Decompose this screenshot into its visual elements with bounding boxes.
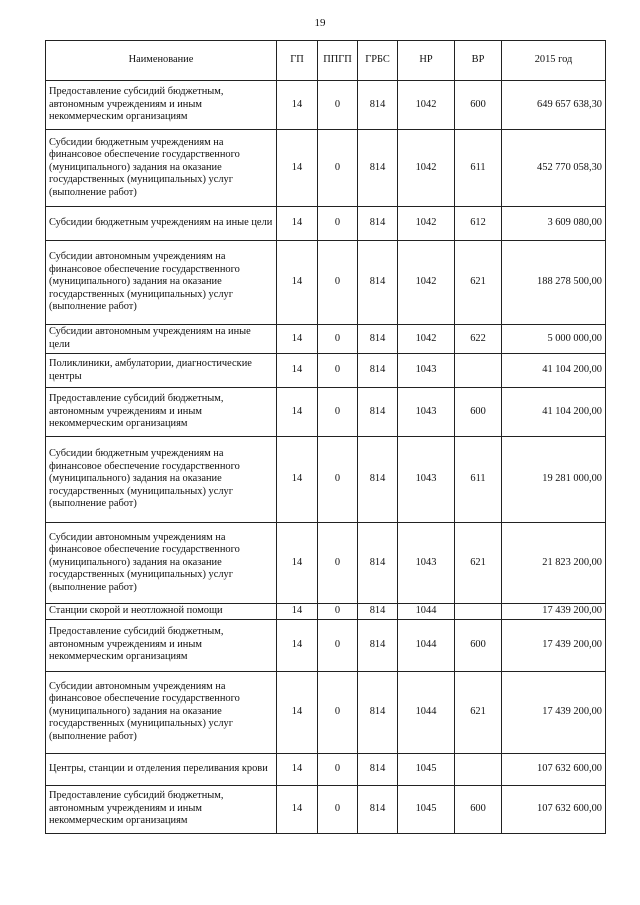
col-header-grbs: ГРБС xyxy=(358,41,398,81)
cell-vr: 621 xyxy=(455,241,502,325)
cell-nr: 1044 xyxy=(398,604,455,620)
cell-grbs: 814 xyxy=(358,388,398,437)
cell-amount: 17 439 200,00 xyxy=(502,671,606,753)
cell-grbs: 814 xyxy=(358,437,398,523)
table-row xyxy=(46,388,606,437)
cell-gp: 14 xyxy=(277,523,318,604)
table-row xyxy=(46,325,606,354)
cell-ppgp: 0 xyxy=(318,354,358,388)
cell-grbs: 814 xyxy=(358,753,398,785)
cell-amount: 5 000 000,00 xyxy=(502,325,606,354)
cell-nr: 1042 xyxy=(398,207,455,241)
cell-ppgp: 0 xyxy=(318,604,358,620)
cell-grbs: 814 xyxy=(358,325,398,354)
col-header-year: 2015 год xyxy=(502,41,606,81)
cell-grbs: 814 xyxy=(358,604,398,620)
cell-gp: 14 xyxy=(277,785,318,833)
cell-name: Центры, станции и отделения переливания крови xyxy=(46,753,277,785)
cell-grbs: 814 xyxy=(358,130,398,207)
cell-nr: 1044 xyxy=(398,619,455,671)
cell-gp: 14 xyxy=(277,325,318,354)
table-row xyxy=(46,81,606,130)
cell-grbs: 814 xyxy=(358,523,398,604)
cell-grbs: 814 xyxy=(358,81,398,130)
cell-grbs: 814 xyxy=(358,671,398,753)
cell-amount: 17 439 200,00 xyxy=(502,604,606,620)
table-row xyxy=(46,241,606,325)
cell-name: Предоставление субсидий бюджетным, автономным учреждениям и иным некоммерческим организациям xyxy=(46,785,277,833)
table-row xyxy=(46,604,606,620)
cell-vr: 611 xyxy=(455,130,502,207)
cell-amount: 41 104 200,00 xyxy=(502,388,606,437)
cell-nr: 1042 xyxy=(398,81,455,130)
col-header-name: Наименование xyxy=(46,41,277,81)
cell-ppgp: 0 xyxy=(318,241,358,325)
cell-name: Предоставление субсидий бюджетным, автономным учреждениям и иным некоммерческим организациям xyxy=(46,81,277,130)
cell-vr: 621 xyxy=(455,671,502,753)
cell-grbs: 814 xyxy=(358,785,398,833)
cell-ppgp: 0 xyxy=(318,130,358,207)
cell-ppgp: 0 xyxy=(318,388,358,437)
col-header-gp: ГП xyxy=(277,41,318,81)
col-header-nr: НР xyxy=(398,41,455,81)
cell-vr: 600 xyxy=(455,81,502,130)
cell-ppgp: 0 xyxy=(318,437,358,523)
cell-amount: 19 281 000,00 xyxy=(502,437,606,523)
cell-nr: 1043 xyxy=(398,523,455,604)
cell-gp: 14 xyxy=(277,753,318,785)
cell-vr xyxy=(455,604,502,620)
cell-amount: 21 823 200,00 xyxy=(502,523,606,604)
col-header-vr: ВР xyxy=(455,41,502,81)
cell-amount: 41 104 200,00 xyxy=(502,354,606,388)
table-row xyxy=(46,354,606,388)
budget-table xyxy=(45,40,606,834)
table-row xyxy=(46,437,606,523)
cell-gp: 14 xyxy=(277,437,318,523)
cell-vr: 612 xyxy=(455,207,502,241)
cell-ppgp: 0 xyxy=(318,671,358,753)
cell-ppgp: 0 xyxy=(318,325,358,354)
cell-name: Поликлиники, амбулатории, диагностические центры xyxy=(46,354,277,388)
table-row xyxy=(46,619,606,671)
table-row xyxy=(46,523,606,604)
cell-name: Субсидии бюджетным учреждениям на финансовое обеспечение государственного (муниципального) задания на оказание государственных (муниципальных) услуг (выполнение работ) xyxy=(46,437,277,523)
cell-nr: 1045 xyxy=(398,753,455,785)
cell-gp: 14 xyxy=(277,619,318,671)
cell-vr xyxy=(455,753,502,785)
table-row xyxy=(46,671,606,753)
cell-amount: 649 657 638,30 xyxy=(502,81,606,130)
cell-gp: 14 xyxy=(277,241,318,325)
cell-name: Субсидии автономным учреждениям на иные цели xyxy=(46,325,277,354)
cell-name: Субсидии бюджетным учреждениям на иные цели xyxy=(46,207,277,241)
cell-name: Предоставление субсидий бюджетным, автономным учреждениям и иным некоммерческим организациям xyxy=(46,619,277,671)
cell-grbs: 814 xyxy=(358,354,398,388)
table-row xyxy=(46,785,606,833)
cell-ppgp: 0 xyxy=(318,619,358,671)
cell-gp: 14 xyxy=(277,354,318,388)
cell-amount: 452 770 058,30 xyxy=(502,130,606,207)
cell-amount: 188 278 500,00 xyxy=(502,241,606,325)
cell-grbs: 814 xyxy=(358,241,398,325)
cell-nr: 1044 xyxy=(398,671,455,753)
cell-name: Станции скорой и неотложной помощи xyxy=(46,604,277,620)
cell-amount: 17 439 200,00 xyxy=(502,619,606,671)
cell-gp: 14 xyxy=(277,604,318,620)
cell-vr: 600 xyxy=(455,785,502,833)
cell-vr: 622 xyxy=(455,325,502,354)
cell-name: Субсидии бюджетным учреждениям на финансовое обеспечение государственного (муниципального) задания на оказание государственных (муниципальных) услуг (выполнение работ) xyxy=(46,130,277,207)
cell-name: Субсидии автономным учреждениям на финансовое обеспечение государственного (муниципального) задания на оказание государственных (муниципальных) услуг (выполнение работ) xyxy=(46,241,277,325)
cell-amount: 107 632 600,00 xyxy=(502,753,606,785)
cell-amount: 3 609 080,00 xyxy=(502,207,606,241)
cell-nr: 1042 xyxy=(398,130,455,207)
cell-name: Субсидии автономным учреждениям на финансовое обеспечение государственного (муниципального) задания на оказание государственных (муниципальных) услуг (выполнение работ) xyxy=(46,671,277,753)
cell-name: Субсидии автономным учреждениям на финансовое обеспечение государственного (муниципального) задания на оказание государственных (муниципальных) услуг (выполнение работ) xyxy=(46,523,277,604)
cell-nr: 1042 xyxy=(398,241,455,325)
cell-ppgp: 0 xyxy=(318,523,358,604)
cell-ppgp: 0 xyxy=(318,785,358,833)
col-header-ppgp: ППГП xyxy=(318,41,358,81)
cell-ppgp: 0 xyxy=(318,753,358,785)
cell-amount: 107 632 600,00 xyxy=(502,785,606,833)
cell-grbs: 814 xyxy=(358,619,398,671)
header-row xyxy=(46,41,606,81)
cell-nr: 1043 xyxy=(398,354,455,388)
cell-name: Предоставление субсидий бюджетным, автономным учреждениям и иным некоммерческим организациям xyxy=(46,388,277,437)
cell-vr xyxy=(455,354,502,388)
cell-gp: 14 xyxy=(277,671,318,753)
cell-vr: 611 xyxy=(455,437,502,523)
cell-ppgp: 0 xyxy=(318,207,358,241)
cell-grbs: 814 xyxy=(358,207,398,241)
cell-gp: 14 xyxy=(277,207,318,241)
cell-nr: 1043 xyxy=(398,437,455,523)
table-row xyxy=(46,207,606,241)
cell-gp: 14 xyxy=(277,130,318,207)
page-number: 19 xyxy=(314,17,326,29)
table-header xyxy=(46,41,606,81)
cell-nr: 1042 xyxy=(398,325,455,354)
table-row xyxy=(46,753,606,785)
cell-vr: 600 xyxy=(455,388,502,437)
table-body xyxy=(46,81,606,834)
cell-ppgp: 0 xyxy=(318,81,358,130)
cell-vr: 621 xyxy=(455,523,502,604)
cell-vr: 600 xyxy=(455,619,502,671)
cell-gp: 14 xyxy=(277,388,318,437)
cell-gp: 14 xyxy=(277,81,318,130)
cell-nr: 1045 xyxy=(398,785,455,833)
table-row xyxy=(46,130,606,207)
cell-nr: 1043 xyxy=(398,388,455,437)
